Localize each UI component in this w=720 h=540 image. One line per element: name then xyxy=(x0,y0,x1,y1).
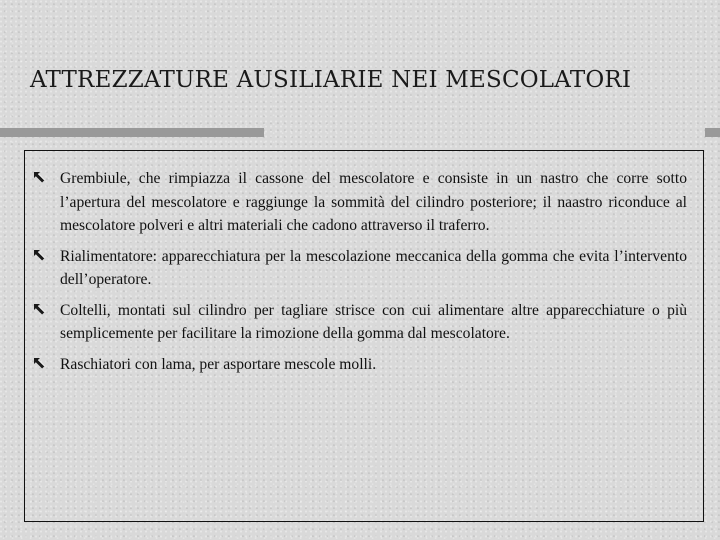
bullet-item xyxy=(33,299,687,346)
bullet-text: Raschiatori con lama, per asportare mescole molli. xyxy=(60,355,377,373)
arrow-up-left-icon xyxy=(33,357,46,370)
arrow-up-left-icon xyxy=(33,171,46,184)
bullet-item xyxy=(33,245,687,292)
slide-title: ATTREZZATURE AUSILIARIE NEI MESCOLATORI xyxy=(30,67,632,93)
bullet-text: Rialimentatore: apparecchiatura per la mescolazione meccanica della gomma che evita l’intervento dell’operatore. xyxy=(60,247,687,288)
title-underline-bar-end xyxy=(705,128,720,137)
arrow-up-left-icon xyxy=(33,303,46,316)
bullet-item xyxy=(33,353,687,377)
bullet-text: Coltelli, montati sul cilindro per tagliare strisce con cui alimentare altre apparecchiature o più semplicemente per facilitare la rimozione della gomma dal mescolatore. xyxy=(60,301,687,342)
title-underline-bar xyxy=(0,128,264,137)
bullet-item xyxy=(33,167,687,238)
bullet-text: Grembiule, che rimpiazza il cassone del mescolatore e consiste in un nastro che corre sotto l’apertura del mescolatore e raggiunge la sommità del cilindro posteriore; il naastro riconduce al mescolatore polveri e altri materiali che cadono attraverso il traferro. xyxy=(60,170,687,234)
bullet-list xyxy=(33,167,687,383)
arrow-up-left-icon xyxy=(33,249,46,262)
